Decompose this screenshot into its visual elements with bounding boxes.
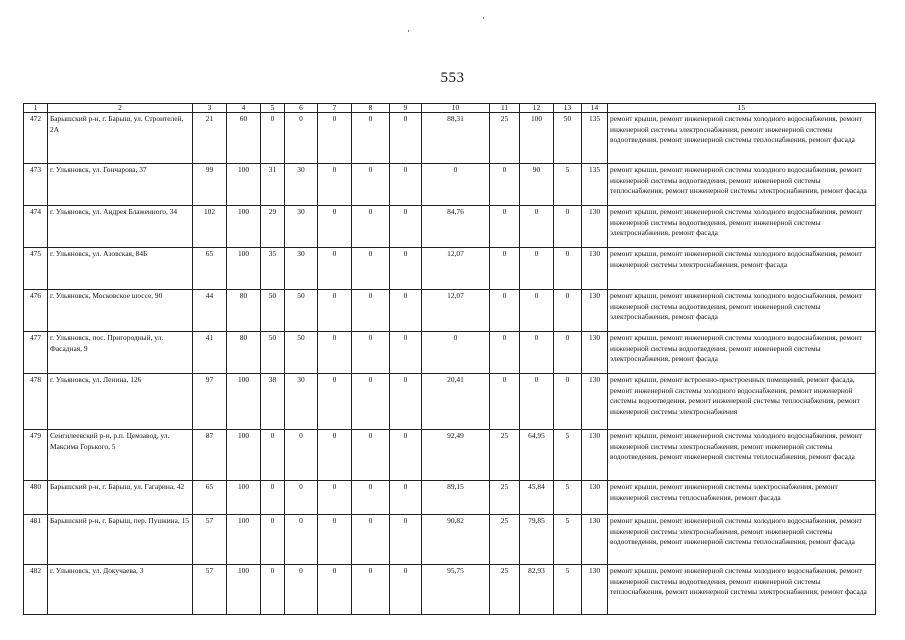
col-13-cell: 5 (554, 430, 582, 481)
col-10-cell: 20,41 (422, 374, 490, 430)
col-14-cell: 130 (582, 248, 608, 290)
works-description-cell: ремонт крыши, ремонт инженерной системы холодного водоснабжения, ремонт инженерной системы водоотведения, ремонт инженерной системы электроснабжения, ремонт фасада (608, 206, 876, 248)
col-9-cell: 0 (390, 515, 422, 565)
col-7-cell: 0 (318, 430, 352, 481)
row-number-cell: 475 (24, 248, 48, 290)
col-13-cell: 0 (554, 332, 582, 374)
row-number-cell: 481 (24, 515, 48, 565)
col-11-cell: 0 (490, 332, 520, 374)
works-description-cell: ремонт крыши, ремонт инженерной системы электроснабжения, ремонт инженерной системы теплоснабжения, ремонт фасада (608, 481, 876, 515)
address-cell: г. Ульяновск, Московское шоссе, 90 (48, 290, 193, 332)
col-6-cell: 30 (285, 374, 318, 430)
col-6-cell: 30 (285, 248, 318, 290)
col-5-cell: 38 (261, 374, 285, 430)
col-12-cell: 90 (520, 164, 554, 206)
col-7-cell: 0 (318, 248, 352, 290)
col-8-cell: 0 (352, 332, 390, 374)
address-cell: г. Ульяновск, ул. Ленина, 126 (48, 374, 193, 430)
works-description-cell: ремонт крыши, ремонт инженерной системы холодного водоснабжения, ремонт инженерной системы водоотведения, ремонт инженерной системы электроснабжения, ремонт фасада (608, 290, 876, 332)
col-9-cell: 0 (390, 481, 422, 515)
row-number-cell: 474 (24, 206, 48, 248)
col-3-cell: 44 (193, 290, 227, 332)
col-13-cell: 5 (554, 481, 582, 515)
works-description-cell: ремонт крыши, ремонт инженерной системы холодного водоснабжения, ремонт инженерной системы водоотведения, ремонт инженерной системы электроснабжения, ремонт фасада (608, 332, 876, 374)
col-3-cell: 99 (193, 164, 227, 206)
column-header: 1 (24, 104, 48, 113)
row-number-cell: 478 (24, 374, 48, 430)
col-7-cell: 0 (318, 481, 352, 515)
col-10-cell: 88,31 (422, 113, 490, 164)
col-12-cell: 79,85 (520, 515, 554, 565)
col-7-cell: 0 (318, 206, 352, 248)
col-12-cell: 0 (520, 206, 554, 248)
col-3-cell: 41 (193, 332, 227, 374)
column-header: 12 (520, 104, 554, 113)
row-number-cell: 482 (24, 565, 48, 615)
col-14-cell: 130 (582, 290, 608, 332)
works-description-cell: ремонт крыши, ремонт инженерной системы холодного водоснабжения, ремонт инженерной системы электроснабжения, ремонт инженерной системы водоотведения, ремонт инженерной системы теплоснабжения, ремонт фасада (608, 515, 876, 565)
page-number: 553 (440, 70, 465, 86)
address-cell: г. Ульяновск, пос. Пригородный, ул. Фасадная, 9 (48, 332, 193, 374)
col-4-cell: 100 (227, 481, 261, 515)
col-12-cell: 64,95 (520, 430, 554, 481)
row-number-cell: 473 (24, 164, 48, 206)
scan-speck (483, 17, 484, 19)
table-row (24, 164, 876, 206)
col-12-cell: 45,84 (520, 481, 554, 515)
col-10-cell: 90,82 (422, 515, 490, 565)
col-6-cell: 0 (285, 515, 318, 565)
col-14-cell: 130 (582, 374, 608, 430)
table-row (24, 290, 876, 332)
col-12-cell: 82,93 (520, 565, 554, 615)
col-14-cell: 135 (582, 113, 608, 164)
column-header: 8 (352, 104, 390, 113)
col-5-cell: 35 (261, 248, 285, 290)
col-4-cell: 100 (227, 206, 261, 248)
col-8-cell: 0 (352, 374, 390, 430)
col-14-cell: 130 (582, 332, 608, 374)
col-8-cell: 0 (352, 430, 390, 481)
col-8-cell: 0 (352, 515, 390, 565)
col-3-cell: 57 (193, 515, 227, 565)
column-header: 6 (285, 104, 318, 113)
table-row (24, 206, 876, 248)
col-11-cell: 0 (490, 206, 520, 248)
header-row (24, 104, 876, 113)
col-14-cell: 130 (582, 565, 608, 615)
col-13-cell: 5 (554, 164, 582, 206)
col-8-cell: 0 (352, 290, 390, 332)
column-header: 2 (48, 104, 193, 113)
col-14-cell: 130 (582, 206, 608, 248)
works-description-cell: ремонт крыши, ремонт инженерной системы холодного водоснабжения, ремонт инженерной системы электроснабжения, ремонт фасада (608, 248, 876, 290)
col-7-cell: 0 (318, 374, 352, 430)
works-description-cell: ремонт крыши, ремонт инженерной системы холодного водоснабжения, ремонт инженерной системы электроснабжения, ремонт инженерной системы водоотведения, ремонт инженерной системы теплоснабжения, ремонт фасада (608, 113, 876, 164)
works-description-cell: ремонт крыши, ремонт инженерной системы холодного водоснабжения, ремонт инженерной системы электроснабжения, ремонт инженерной системы водоотведения, ремонт инженерной системы теплоснабжения, ремонт фасада (608, 430, 876, 481)
col-7-cell: 0 (318, 515, 352, 565)
col-11-cell: 0 (490, 290, 520, 332)
col-14-cell: 130 (582, 481, 608, 515)
col-11-cell: 0 (490, 248, 520, 290)
col-7-cell: 0 (318, 164, 352, 206)
col-13-cell: 0 (554, 248, 582, 290)
col-5-cell: 50 (261, 332, 285, 374)
row-number-cell: 476 (24, 290, 48, 332)
col-5-cell: 31 (261, 164, 285, 206)
column-header: 13 (554, 104, 582, 113)
column-header: 5 (261, 104, 285, 113)
col-11-cell: 25 (490, 481, 520, 515)
col-4-cell: 60 (227, 113, 261, 164)
column-header: 14 (582, 104, 608, 113)
col-5-cell: 0 (261, 565, 285, 615)
col-6-cell: 30 (285, 206, 318, 248)
table-row (24, 374, 876, 430)
col-7-cell: 0 (318, 332, 352, 374)
col-14-cell: 130 (582, 430, 608, 481)
col-7-cell: 0 (318, 565, 352, 615)
col-10-cell: 0 (422, 164, 490, 206)
col-12-cell: 0 (520, 332, 554, 374)
col-5-cell: 50 (261, 290, 285, 332)
col-9-cell: 0 (390, 113, 422, 164)
col-9-cell: 0 (390, 374, 422, 430)
col-11-cell: 25 (490, 113, 520, 164)
col-13-cell: 5 (554, 565, 582, 615)
col-6-cell: 30 (285, 164, 318, 206)
col-9-cell: 0 (390, 290, 422, 332)
table-row (24, 481, 876, 515)
col-11-cell: 0 (490, 374, 520, 430)
col-5-cell: 0 (261, 113, 285, 164)
col-4-cell: 100 (227, 248, 261, 290)
column-header: 9 (390, 104, 422, 113)
table-row (24, 565, 876, 615)
col-4-cell: 80 (227, 332, 261, 374)
repair-table (23, 103, 876, 615)
col-6-cell: 0 (285, 565, 318, 615)
col-13-cell: 0 (554, 374, 582, 430)
col-10-cell: 84,76 (422, 206, 490, 248)
col-13-cell: 50 (554, 113, 582, 164)
col-10-cell: 89,15 (422, 481, 490, 515)
row-number-cell: 479 (24, 430, 48, 481)
address-cell: г. Ульяновск, ул. Азовская, 84Б (48, 248, 193, 290)
col-3-cell: 65 (193, 248, 227, 290)
col-8-cell: 0 (352, 481, 390, 515)
col-6-cell: 50 (285, 290, 318, 332)
address-cell: Барышский р-н, г. Барыш, пер. Пушкина, 15 (48, 515, 193, 565)
col-6-cell: 0 (285, 430, 318, 481)
table-row (24, 332, 876, 374)
col-14-cell: 130 (582, 515, 608, 565)
col-3-cell: 97 (193, 374, 227, 430)
col-3-cell: 21 (193, 113, 227, 164)
address-cell: г. Ульяновск, ул. Докучаева, 3 (48, 565, 193, 615)
column-header: 10 (422, 104, 490, 113)
col-12-cell: 0 (520, 248, 554, 290)
col-8-cell: 0 (352, 206, 390, 248)
col-10-cell: 0 (422, 332, 490, 374)
col-11-cell: 25 (490, 565, 520, 615)
address-cell: Барышский р-н, г. Барыш, ул. Строителей, 2А (48, 113, 193, 164)
address-cell: Барышский р-н, г. Барыш, ул. Гагарина, 42 (48, 481, 193, 515)
row-number-cell: 472 (24, 113, 48, 164)
col-3-cell: 87 (193, 430, 227, 481)
col-11-cell: 25 (490, 515, 520, 565)
col-9-cell: 0 (390, 206, 422, 248)
column-header: 7 (318, 104, 352, 113)
col-11-cell: 0 (490, 164, 520, 206)
col-8-cell: 0 (352, 565, 390, 615)
col-4-cell: 100 (227, 374, 261, 430)
table-row (24, 248, 876, 290)
col-13-cell: 0 (554, 290, 582, 332)
column-header: 4 (227, 104, 261, 113)
col-6-cell: 0 (285, 113, 318, 164)
address-cell: г. Ульяновск, ул. Гончарова, 37 (48, 164, 193, 206)
col-10-cell: 92,49 (422, 430, 490, 481)
col-8-cell: 0 (352, 113, 390, 164)
col-6-cell: 50 (285, 332, 318, 374)
col-13-cell: 0 (554, 206, 582, 248)
col-5-cell: 0 (261, 515, 285, 565)
col-10-cell: 95,75 (422, 565, 490, 615)
col-8-cell: 0 (352, 248, 390, 290)
row-number-cell: 477 (24, 332, 48, 374)
col-9-cell: 0 (390, 332, 422, 374)
col-4-cell: 100 (227, 430, 261, 481)
col-9-cell: 0 (390, 565, 422, 615)
column-header: 11 (490, 104, 520, 113)
col-12-cell: 100 (520, 113, 554, 164)
address-cell: г. Ульяновск, ул. Андрея Блаженного, 34 (48, 206, 193, 248)
col-3-cell: 102 (193, 206, 227, 248)
scan-speck (408, 30, 409, 32)
col-5-cell: 29 (261, 206, 285, 248)
col-12-cell: 0 (520, 374, 554, 430)
col-13-cell: 5 (554, 515, 582, 565)
col-10-cell: 12,07 (422, 290, 490, 332)
col-10-cell: 12,07 (422, 248, 490, 290)
row-number-cell: 480 (24, 481, 48, 515)
col-11-cell: 25 (490, 430, 520, 481)
works-description-cell: ремонт крыши, ремонт встроенно-пристроенных помещений, ремонт фасада, ремонт инженерной системы холодного водоснабжения, ремонт инженерной системы водоотведения, ремонт инженерной системы теплоснабжения, ремонт инженерной системы электроснабжения (608, 374, 876, 430)
table-row (24, 430, 876, 481)
column-header: 3 (193, 104, 227, 113)
col-5-cell: 0 (261, 481, 285, 515)
col-4-cell: 100 (227, 565, 261, 615)
col-14-cell: 135 (582, 164, 608, 206)
col-4-cell: 100 (227, 164, 261, 206)
table-row (24, 515, 876, 565)
col-3-cell: 57 (193, 565, 227, 615)
table-row (24, 113, 876, 164)
col-7-cell: 0 (318, 290, 352, 332)
col-8-cell: 0 (352, 164, 390, 206)
col-6-cell: 0 (285, 481, 318, 515)
col-5-cell: 0 (261, 430, 285, 481)
col-9-cell: 0 (390, 164, 422, 206)
col-7-cell: 0 (318, 113, 352, 164)
works-description-cell: ремонт крыши, ремонт инженерной системы холодного водоснабжения, ремонт инженерной системы водоотведения, ремонт инженерной системы теплоснабжения, ремонт инженерной системы электроснабжения, ремонт фасада (608, 565, 876, 615)
works-description-cell: ремонт крыши, ремонт инженерной системы холодного водоснабжения, ремонт инженерной системы водоотведения, ремонт инженерной системы теплоснабжения, ремонт инженерной системы электроснабжения, ремонт фасада (608, 164, 876, 206)
col-4-cell: 80 (227, 290, 261, 332)
col-9-cell: 0 (390, 430, 422, 481)
column-header: 15 (608, 104, 876, 113)
address-cell: Сенгилеевский р-н, р.п. Цемзавод, ул. Максима Горького, 5 (48, 430, 193, 481)
col-4-cell: 100 (227, 515, 261, 565)
col-12-cell: 0 (520, 290, 554, 332)
col-3-cell: 65 (193, 481, 227, 515)
col-9-cell: 0 (390, 248, 422, 290)
